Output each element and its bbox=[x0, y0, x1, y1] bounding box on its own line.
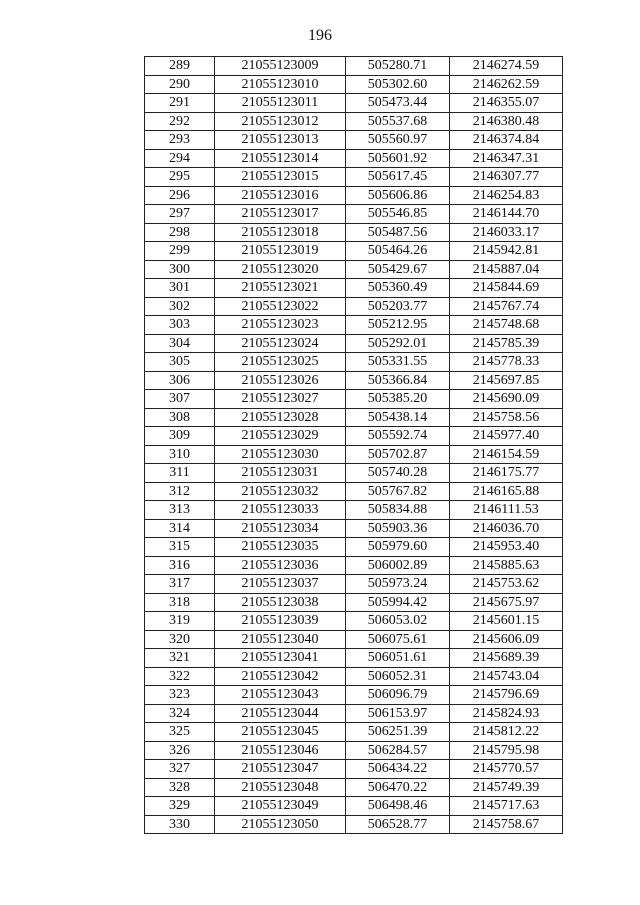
point-index-cell: 289 bbox=[145, 57, 215, 76]
point-id-cell: 21055123018 bbox=[215, 223, 346, 242]
x-coordinate-cell: 506470.22 bbox=[346, 778, 450, 797]
x-coordinate-cell: 505592.74 bbox=[346, 427, 450, 446]
point-id-cell: 21055123013 bbox=[215, 131, 346, 150]
point-id-cell: 21055123023 bbox=[215, 316, 346, 335]
table-row bbox=[145, 75, 563, 94]
point-index-cell: 291 bbox=[145, 94, 215, 113]
x-coordinate-cell: 505903.36 bbox=[346, 519, 450, 538]
point-id-cell: 21055123045 bbox=[215, 723, 346, 742]
point-id-cell: 21055123019 bbox=[215, 242, 346, 261]
point-id-cell: 21055123028 bbox=[215, 408, 346, 427]
y-coordinate-cell: 2145796.69 bbox=[450, 686, 563, 705]
point-index-cell: 325 bbox=[145, 723, 215, 742]
table-row bbox=[145, 538, 563, 557]
x-coordinate-cell: 506498.46 bbox=[346, 797, 450, 816]
point-id-cell: 21055123016 bbox=[215, 186, 346, 205]
x-coordinate-cell: 505740.28 bbox=[346, 464, 450, 483]
x-coordinate-cell: 505537.68 bbox=[346, 112, 450, 131]
table-row bbox=[145, 94, 563, 113]
y-coordinate-cell: 2145977.40 bbox=[450, 427, 563, 446]
table-row bbox=[145, 519, 563, 538]
point-id-cell: 21055123039 bbox=[215, 612, 346, 631]
table-row bbox=[145, 612, 563, 631]
x-coordinate-cell: 505606.86 bbox=[346, 186, 450, 205]
coordinate-table-body bbox=[145, 57, 563, 834]
point-index-cell: 326 bbox=[145, 741, 215, 760]
point-index-cell: 318 bbox=[145, 593, 215, 612]
point-index-cell: 323 bbox=[145, 686, 215, 705]
x-coordinate-cell: 505366.84 bbox=[346, 371, 450, 390]
point-index-cell: 290 bbox=[145, 75, 215, 94]
point-index-cell: 306 bbox=[145, 371, 215, 390]
x-coordinate-cell: 505360.49 bbox=[346, 279, 450, 298]
y-coordinate-cell: 2145753.62 bbox=[450, 575, 563, 594]
y-coordinate-cell: 2146262.59 bbox=[450, 75, 563, 94]
x-coordinate-cell: 505546.85 bbox=[346, 205, 450, 224]
point-index-cell: 322 bbox=[145, 667, 215, 686]
y-coordinate-cell: 2146355.07 bbox=[450, 94, 563, 113]
x-coordinate-cell: 505331.55 bbox=[346, 353, 450, 372]
table-row bbox=[145, 575, 563, 594]
point-index-cell: 301 bbox=[145, 279, 215, 298]
table-row bbox=[145, 649, 563, 668]
x-coordinate-cell: 505834.88 bbox=[346, 501, 450, 520]
table-row bbox=[145, 427, 563, 446]
y-coordinate-cell: 2145601.15 bbox=[450, 612, 563, 631]
y-coordinate-cell: 2146111.53 bbox=[450, 501, 563, 520]
point-index-cell: 316 bbox=[145, 556, 215, 575]
x-coordinate-cell: 505302.60 bbox=[346, 75, 450, 94]
y-coordinate-cell: 2145778.33 bbox=[450, 353, 563, 372]
table-row bbox=[145, 778, 563, 797]
point-id-cell: 21055123032 bbox=[215, 482, 346, 501]
point-index-cell: 315 bbox=[145, 538, 215, 557]
point-id-cell: 21055123011 bbox=[215, 94, 346, 113]
table-row bbox=[145, 186, 563, 205]
table-row bbox=[145, 760, 563, 779]
point-index-cell: 320 bbox=[145, 630, 215, 649]
table-row bbox=[145, 501, 563, 520]
table-row bbox=[145, 334, 563, 353]
x-coordinate-cell: 505292.01 bbox=[346, 334, 450, 353]
table-row bbox=[145, 797, 563, 816]
y-coordinate-cell: 2145758.67 bbox=[450, 815, 563, 834]
y-coordinate-cell: 2146307.77 bbox=[450, 168, 563, 187]
y-coordinate-cell: 2145885.63 bbox=[450, 556, 563, 575]
point-id-cell: 21055123035 bbox=[215, 538, 346, 557]
table-row bbox=[145, 630, 563, 649]
point-id-cell: 21055123021 bbox=[215, 279, 346, 298]
point-index-cell: 295 bbox=[145, 168, 215, 187]
y-coordinate-cell: 2145748.68 bbox=[450, 316, 563, 335]
table-row bbox=[145, 242, 563, 261]
point-id-cell: 21055123022 bbox=[215, 297, 346, 316]
point-id-cell: 21055123027 bbox=[215, 390, 346, 409]
x-coordinate-cell: 505601.92 bbox=[346, 149, 450, 168]
x-coordinate-cell: 505560.97 bbox=[346, 131, 450, 150]
y-coordinate-cell: 2145689.39 bbox=[450, 649, 563, 668]
table-row bbox=[145, 741, 563, 760]
x-coordinate-cell: 505203.77 bbox=[346, 297, 450, 316]
x-coordinate-cell: 506053.02 bbox=[346, 612, 450, 631]
y-coordinate-cell: 2146154.59 bbox=[450, 445, 563, 464]
y-coordinate-cell: 2145942.81 bbox=[450, 242, 563, 261]
y-coordinate-cell: 2145824.93 bbox=[450, 704, 563, 723]
point-index-cell: 327 bbox=[145, 760, 215, 779]
x-coordinate-cell: 506284.57 bbox=[346, 741, 450, 760]
point-id-cell: 21055123033 bbox=[215, 501, 346, 520]
y-coordinate-cell: 2145795.98 bbox=[450, 741, 563, 760]
y-coordinate-cell: 2145717.63 bbox=[450, 797, 563, 816]
table-row bbox=[145, 686, 563, 705]
table-row bbox=[145, 445, 563, 464]
y-coordinate-cell: 2146036.70 bbox=[450, 519, 563, 538]
point-index-cell: 293 bbox=[145, 131, 215, 150]
point-index-cell: 303 bbox=[145, 316, 215, 335]
x-coordinate-cell: 506434.22 bbox=[346, 760, 450, 779]
x-coordinate-cell: 506096.79 bbox=[346, 686, 450, 705]
y-coordinate-cell: 2146033.17 bbox=[450, 223, 563, 242]
x-coordinate-cell: 505487.56 bbox=[346, 223, 450, 242]
table-row bbox=[145, 704, 563, 723]
point-index-cell: 313 bbox=[145, 501, 215, 520]
point-id-cell: 21055123015 bbox=[215, 168, 346, 187]
y-coordinate-cell: 2145770.57 bbox=[450, 760, 563, 779]
y-coordinate-cell: 2145785.39 bbox=[450, 334, 563, 353]
y-coordinate-cell: 2145743.04 bbox=[450, 667, 563, 686]
table-row bbox=[145, 205, 563, 224]
point-index-cell: 296 bbox=[145, 186, 215, 205]
table-row bbox=[145, 297, 563, 316]
point-index-cell: 299 bbox=[145, 242, 215, 261]
point-id-cell: 21055123049 bbox=[215, 797, 346, 816]
point-index-cell: 304 bbox=[145, 334, 215, 353]
table-row bbox=[145, 316, 563, 335]
point-index-cell: 298 bbox=[145, 223, 215, 242]
point-id-cell: 21055123012 bbox=[215, 112, 346, 131]
y-coordinate-cell: 2145690.09 bbox=[450, 390, 563, 409]
point-id-cell: 21055123029 bbox=[215, 427, 346, 446]
y-coordinate-cell: 2145767.74 bbox=[450, 297, 563, 316]
table-row bbox=[145, 57, 563, 76]
x-coordinate-cell: 505702.87 bbox=[346, 445, 450, 464]
x-coordinate-cell: 506528.77 bbox=[346, 815, 450, 834]
point-index-cell: 314 bbox=[145, 519, 215, 538]
point-id-cell: 21055123050 bbox=[215, 815, 346, 834]
table-row bbox=[145, 723, 563, 742]
point-index-cell: 328 bbox=[145, 778, 215, 797]
x-coordinate-cell: 505464.26 bbox=[346, 242, 450, 261]
point-id-cell: 21055123034 bbox=[215, 519, 346, 538]
point-id-cell: 21055123030 bbox=[215, 445, 346, 464]
table-row bbox=[145, 556, 563, 575]
x-coordinate-cell: 505429.67 bbox=[346, 260, 450, 279]
point-id-cell: 21055123044 bbox=[215, 704, 346, 723]
x-coordinate-cell: 505767.82 bbox=[346, 482, 450, 501]
x-coordinate-cell: 505973.24 bbox=[346, 575, 450, 594]
point-id-cell: 21055123042 bbox=[215, 667, 346, 686]
point-index-cell: 319 bbox=[145, 612, 215, 631]
y-coordinate-cell: 2145758.56 bbox=[450, 408, 563, 427]
point-id-cell: 21055123041 bbox=[215, 649, 346, 668]
x-coordinate-cell: 506052.31 bbox=[346, 667, 450, 686]
point-index-cell: 324 bbox=[145, 704, 215, 723]
point-id-cell: 21055123037 bbox=[215, 575, 346, 594]
y-coordinate-cell: 2145812.22 bbox=[450, 723, 563, 742]
point-index-cell: 300 bbox=[145, 260, 215, 279]
table-row bbox=[145, 390, 563, 409]
point-id-cell: 21055123047 bbox=[215, 760, 346, 779]
x-coordinate-cell: 505617.45 bbox=[346, 168, 450, 187]
x-coordinate-cell: 505212.95 bbox=[346, 316, 450, 335]
x-coordinate-cell: 505280.71 bbox=[346, 57, 450, 76]
table-row bbox=[145, 223, 563, 242]
x-coordinate-cell: 505385.20 bbox=[346, 390, 450, 409]
point-index-cell: 307 bbox=[145, 390, 215, 409]
table-row bbox=[145, 593, 563, 612]
point-id-cell: 21055123025 bbox=[215, 353, 346, 372]
table-row bbox=[145, 260, 563, 279]
y-coordinate-cell: 2146380.48 bbox=[450, 112, 563, 131]
y-coordinate-cell: 2146144.70 bbox=[450, 205, 563, 224]
point-id-cell: 21055123014 bbox=[215, 149, 346, 168]
table-row bbox=[145, 112, 563, 131]
point-index-cell: 302 bbox=[145, 297, 215, 316]
x-coordinate-cell: 505994.42 bbox=[346, 593, 450, 612]
y-coordinate-cell: 2146374.84 bbox=[450, 131, 563, 150]
point-index-cell: 311 bbox=[145, 464, 215, 483]
x-coordinate-cell: 506002.89 bbox=[346, 556, 450, 575]
x-coordinate-cell: 506153.97 bbox=[346, 704, 450, 723]
table-row bbox=[145, 131, 563, 150]
y-coordinate-cell: 2146165.88 bbox=[450, 482, 563, 501]
coordinate-table bbox=[144, 56, 563, 834]
point-id-cell: 21055123043 bbox=[215, 686, 346, 705]
x-coordinate-cell: 506251.39 bbox=[346, 723, 450, 742]
point-index-cell: 309 bbox=[145, 427, 215, 446]
x-coordinate-cell: 506075.61 bbox=[346, 630, 450, 649]
point-id-cell: 21055123020 bbox=[215, 260, 346, 279]
y-coordinate-cell: 2145844.69 bbox=[450, 279, 563, 298]
y-coordinate-cell: 2145697.85 bbox=[450, 371, 563, 390]
y-coordinate-cell: 2146175.77 bbox=[450, 464, 563, 483]
point-index-cell: 317 bbox=[145, 575, 215, 594]
point-id-cell: 21055123048 bbox=[215, 778, 346, 797]
point-index-cell: 329 bbox=[145, 797, 215, 816]
point-id-cell: 21055123026 bbox=[215, 371, 346, 390]
y-coordinate-cell: 2146274.59 bbox=[450, 57, 563, 76]
point-id-cell: 21055123031 bbox=[215, 464, 346, 483]
y-coordinate-cell: 2146254.83 bbox=[450, 186, 563, 205]
point-index-cell: 310 bbox=[145, 445, 215, 464]
table-row bbox=[145, 353, 563, 372]
table-row bbox=[145, 279, 563, 298]
x-coordinate-cell: 505473.44 bbox=[346, 94, 450, 113]
point-index-cell: 297 bbox=[145, 205, 215, 224]
y-coordinate-cell: 2146347.31 bbox=[450, 149, 563, 168]
point-id-cell: 21055123046 bbox=[215, 741, 346, 760]
x-coordinate-cell: 505438.14 bbox=[346, 408, 450, 427]
table-row bbox=[145, 667, 563, 686]
table-row bbox=[145, 815, 563, 834]
point-id-cell: 21055123017 bbox=[215, 205, 346, 224]
y-coordinate-cell: 2145953.40 bbox=[450, 538, 563, 557]
table-row bbox=[145, 408, 563, 427]
table-row bbox=[145, 464, 563, 483]
point-id-cell: 21055123010 bbox=[215, 75, 346, 94]
point-id-cell: 21055123038 bbox=[215, 593, 346, 612]
table-row bbox=[145, 149, 563, 168]
point-index-cell: 321 bbox=[145, 649, 215, 668]
page-number: 196 bbox=[308, 27, 332, 44]
point-id-cell: 21055123024 bbox=[215, 334, 346, 353]
x-coordinate-cell: 505979.60 bbox=[346, 538, 450, 557]
point-id-cell: 21055123036 bbox=[215, 556, 346, 575]
y-coordinate-cell: 2145887.04 bbox=[450, 260, 563, 279]
point-id-cell: 21055123040 bbox=[215, 630, 346, 649]
point-index-cell: 292 bbox=[145, 112, 215, 131]
table-row bbox=[145, 168, 563, 187]
y-coordinate-cell: 2145749.39 bbox=[450, 778, 563, 797]
point-index-cell: 294 bbox=[145, 149, 215, 168]
y-coordinate-cell: 2145606.09 bbox=[450, 630, 563, 649]
y-coordinate-cell: 2145675.97 bbox=[450, 593, 563, 612]
x-coordinate-cell: 506051.61 bbox=[346, 649, 450, 668]
table-row bbox=[145, 371, 563, 390]
table-row bbox=[145, 482, 563, 501]
point-id-cell: 21055123009 bbox=[215, 57, 346, 76]
point-index-cell: 305 bbox=[145, 353, 215, 372]
point-index-cell: 312 bbox=[145, 482, 215, 501]
point-index-cell: 330 bbox=[145, 815, 215, 834]
point-index-cell: 308 bbox=[145, 408, 215, 427]
